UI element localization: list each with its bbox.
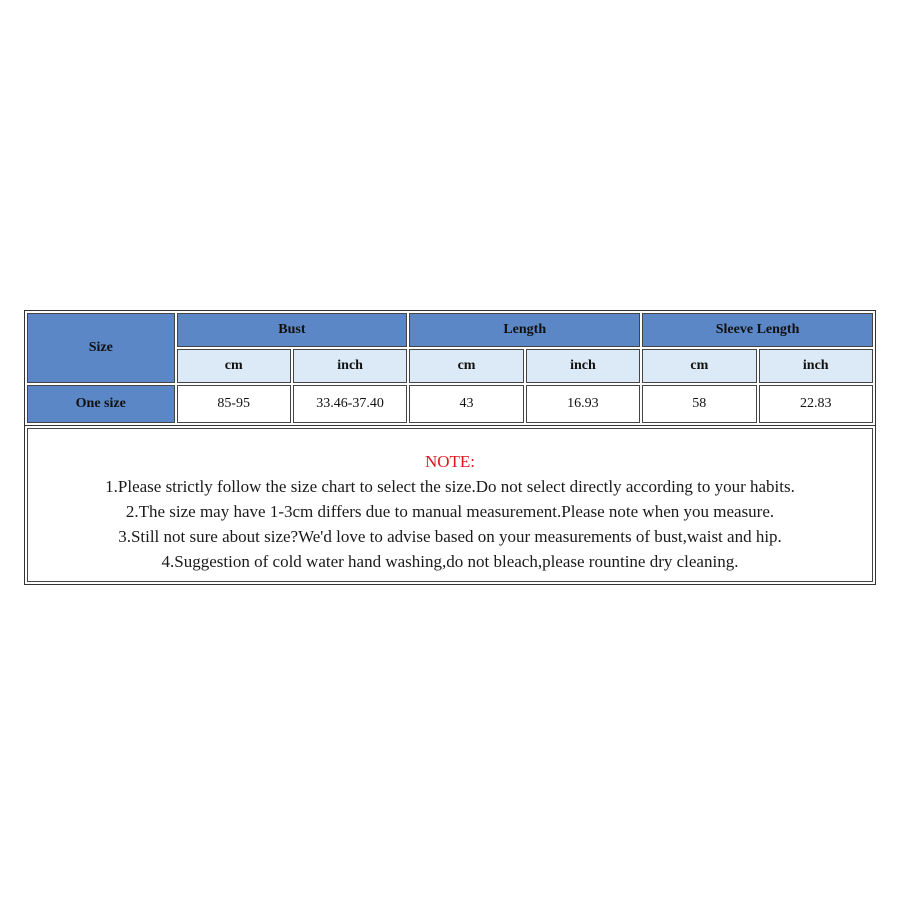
row-label-size: One size bbox=[27, 385, 175, 423]
size-chart-container bbox=[24, 310, 876, 585]
unit-header: inch bbox=[526, 349, 640, 383]
group-header-bust: Bust bbox=[177, 313, 408, 347]
group-header-length: Length bbox=[409, 313, 640, 347]
note-box bbox=[24, 426, 876, 585]
table-cell: 16.93 bbox=[526, 385, 640, 423]
table-cell: 85-95 bbox=[177, 385, 291, 423]
size-header: Size bbox=[27, 313, 175, 383]
note-line: 4.Suggestion of cold water hand washing,do not bleach,please rountine dry cleaning. bbox=[161, 552, 739, 571]
unit-header: cm bbox=[642, 349, 756, 383]
table-row bbox=[27, 385, 873, 423]
table-cell: 22.83 bbox=[759, 385, 874, 423]
table-cell: 58 bbox=[642, 385, 756, 423]
note-line: 3.Still not sure about size?We'd love to advise based on your measurements of bust,waist and hip. bbox=[118, 527, 782, 546]
table-cell: 33.46-37.40 bbox=[293, 385, 407, 423]
note-line: 2.The size may have 1-3cm differs due to manual measurement.Please note when you measure. bbox=[125, 502, 775, 521]
group-header-row bbox=[27, 313, 873, 347]
unit-header: cm bbox=[409, 349, 523, 383]
note-title: NOTE: bbox=[424, 452, 476, 471]
unit-header: inch bbox=[293, 349, 407, 383]
unit-header: cm bbox=[177, 349, 291, 383]
unit-header: inch bbox=[759, 349, 874, 383]
note-content bbox=[27, 428, 873, 582]
group-header-sleeve-length: Sleeve Length bbox=[642, 313, 873, 347]
table-cell: 43 bbox=[409, 385, 523, 423]
size-chart-table bbox=[24, 310, 876, 426]
note-line: 1.Please strictly follow the size chart to select the size.Do not select directly according to your habits. bbox=[105, 477, 795, 496]
